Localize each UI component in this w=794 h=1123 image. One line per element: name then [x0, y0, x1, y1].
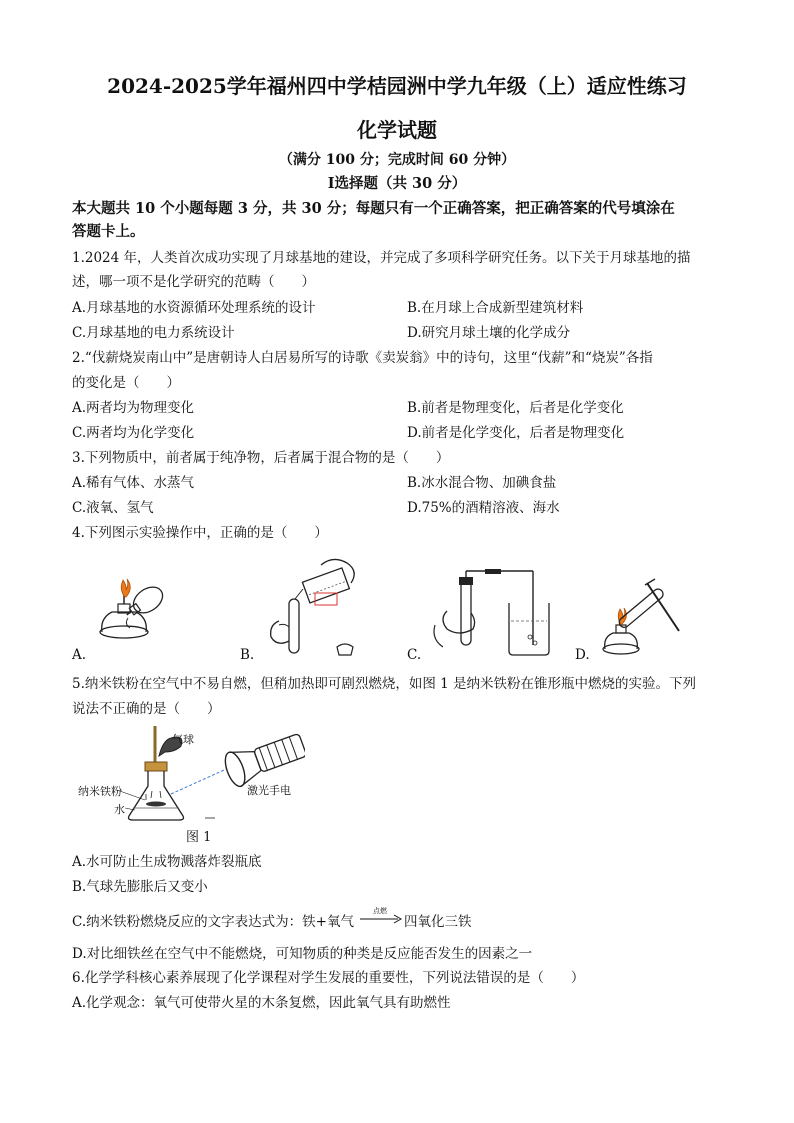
q2-option-c: C.两者均为化学变化 — [72, 425, 195, 441]
question-3-stem: 3.下列物质中，前者属于纯净物，后者属于混合物的是（ ） — [72, 450, 450, 466]
q5-option-c: C.纳米铁粉燃烧反应的文字表达式为：铁+氧气 — [72, 914, 354, 930]
section-heading: Ⅰ选择题（共 30 分） — [327, 175, 467, 192]
q3-option-a: A.稀有气体、水蒸气 — [72, 475, 195, 491]
instructions-line-1: 本大题共 10 个小题每题 3 分，共 30 分；每题只有一个正确答案，把正确答案的代号填涂在 — [72, 200, 675, 217]
question-5-stem-2: 说法不正确的是（ ） — [72, 701, 221, 717]
instructions-line-2: 答题卡上。 — [72, 223, 145, 240]
question-5-stem-1: 5.纳米铁粉在空气中不易自燃，但稍加热即可剧烈燃烧，如图 1 是纳米铁粉在锥形瓶中燃烧的实验。下列 — [72, 676, 697, 692]
q2-option-a: A.两者均为物理变化 — [72, 400, 195, 416]
figure-1-caption: 图 1 — [186, 830, 212, 845]
q1-option-d: D.研究月球土壤的化学成分 — [407, 325, 571, 341]
question-6-stem: 6.化学学科核心素养展现了化学课程对学生发展的重要性，下列说法错误的是（ ） — [72, 970, 585, 986]
reaction-product: 四氧化三铁 — [404, 914, 472, 930]
q1-option-b: B.在月球上合成新型建筑材料 — [407, 300, 584, 316]
question-1-stem-2: 述，哪一项不是化学研究的范畴（ ） — [72, 274, 315, 290]
exam-meta: （满分 100 分；完成时间 60 分钟） — [278, 152, 516, 168]
page-title: 2024-2025学年福州四中学桔园洲中学九年级（上）适应性练习 — [107, 74, 687, 98]
figure-1-laser-label: 激光手电 — [247, 784, 291, 797]
q3-option-d: D.75%的酒精溶液、海水 — [407, 500, 560, 516]
reaction-arrow-icon — [360, 914, 402, 924]
question-1-stem-1: 1.2024 年，人类首次成功实现了月球基地的建设，并完成了多项科学研究任务。以下关于月球基地的描 — [72, 250, 691, 266]
q5-option-a: A.水可防止生成物溅落炸裂瓶底 — [72, 854, 262, 870]
q4-option-a: A. — [72, 647, 87, 663]
q2-option-d: D.前者是化学变化，后者是物理变化 — [407, 425, 625, 441]
figure-1-balloon-label: 气球 — [172, 733, 194, 746]
question-2-stem-2: 的变化是（ ） — [72, 375, 180, 391]
figure-d-heating-test-tube — [595, 575, 690, 660]
q2-option-b: B.前者是物理变化，后者是化学变化 — [407, 400, 624, 416]
figure-b-pouring-liquid — [255, 555, 370, 660]
figure-1-nano-iron-combustion — [115, 722, 305, 827]
page-subtitle: 化学试题 — [357, 118, 437, 142]
figure-1-iron-label: 纳米铁粉 — [78, 785, 122, 798]
q1-option-a: A.月球基地的水资源循环处理系统的设计 — [72, 300, 316, 316]
figure-1-water-label: 水 — [114, 803, 125, 816]
q6-option-a: A.化学观念：氧气可使带火星的木条复燃，因此氧气具有助燃性 — [72, 995, 451, 1011]
q3-option-b: B.冰水混合物、加碘食盐 — [407, 475, 557, 491]
q4-option-b: B. — [240, 647, 255, 663]
q5-option-b: B.气球先膨胀后又变小 — [72, 879, 208, 895]
q5-option-d: D.对比细铁丝在空气中不能燃烧，可知物质的种类是反应能否发生的因素之一 — [72, 946, 533, 962]
q4-option-d: D. — [575, 647, 590, 663]
figure-c-airtightness-check — [425, 567, 550, 662]
q4-option-c: C. — [407, 647, 422, 663]
q3-option-c: C.液氧、氢气 — [72, 500, 154, 516]
question-4-stem: 4.下列图示实验操作中，正确的是（ ） — [72, 525, 328, 541]
figure-a-alcohol-lamp-ignition — [90, 570, 180, 655]
reaction-condition: 点燃 — [373, 907, 387, 915]
question-2-stem-1: 2.“伐薪烧炭南山中”是唐朝诗人白居易所写的诗歌《卖炭翁》中的诗句，这里“伐薪”和“烧炭”各指 — [72, 350, 653, 366]
q1-option-c: C.月球基地的电力系统设计 — [72, 325, 235, 341]
